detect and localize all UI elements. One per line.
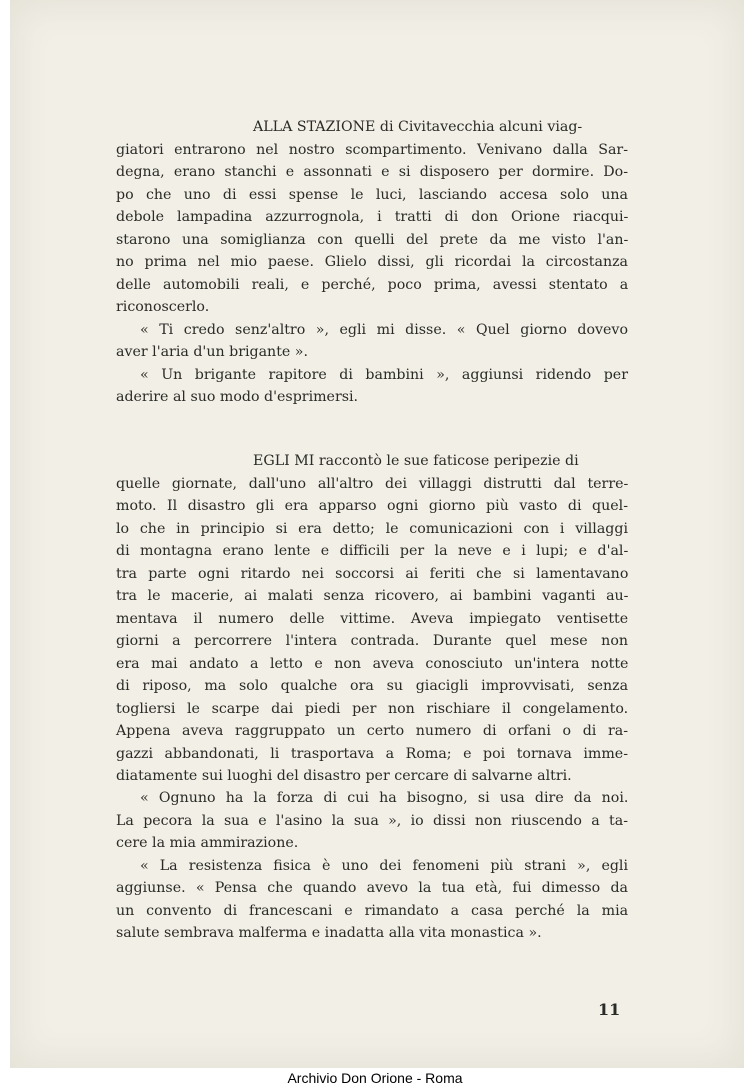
text-line: gazzi abbandonati, li trasportava a Roma; e poi tornava imme- [116, 745, 628, 762]
text-line: diatamente sui luoghi del disastro per cercare di salvarne altri. [116, 768, 572, 784]
text-line: starono una somiglianza con quelli del prete da me visto l'an- [116, 231, 629, 248]
text-line: ALLA STAZIONE di Civitavecchia alcuni viag- [253, 119, 583, 135]
text-line: moto. Il disastro gli era apparso ogni giorno più vasto di quel- [116, 498, 628, 514]
text-line: giorni a percorrere l'intera contrada. Durante quel mese non [116, 633, 628, 649]
text-line: era mai andato a letto e non aveva conosciuto un'intera notte [116, 655, 629, 672]
text-line: mentava il numero delle vittime. Aveva impiegato ventisette [116, 610, 629, 627]
text-line: EGLI MI raccontò le sue faticose peripezie di [253, 453, 579, 469]
scanned-page [10, 0, 744, 1068]
text-line: di riposo, ma solo qualche ora su giacigli improvvisati, senza [116, 678, 629, 694]
page-number: 11 [598, 1000, 621, 1019]
text-line: delle automobili reali, e perché, poco prima, avessi stentato a [116, 276, 629, 293]
text-line: « Ti credo senz'altro », egli mi disse. « Quel giorno dovevo [140, 321, 628, 338]
text-line: no prima nel mio paese. Glielo dissi, gli ricordai la circostanza [116, 254, 629, 270]
section-stazione [116, 116, 628, 409]
text-line: « Ognuno ha la forza di cui ha bisogno, si usa dire da noi. [140, 790, 629, 806]
text-line: quelle giornate, dall'uno all'altro dei villaggi distrutti dal terre- [116, 475, 629, 492]
text-line: un convento di francescani e rimandato a casa perché la mia [116, 902, 629, 919]
text-line: riconoscerlo. [116, 299, 210, 315]
text-line: « La resistenza fisica è uno dei fenomeni più strani », egli [140, 857, 628, 874]
text-line: po che uno di essi spense le luci, lasciando accesa solo una [116, 186, 628, 203]
section-egli-mi [116, 450, 628, 788]
text-line: aver l'aria d'un brigante ». [116, 344, 308, 360]
text-line: lo che in principio si era detto; le comunicazioni con i villaggi [116, 520, 628, 537]
text-line: aderire al suo modo d'esprimersi. [116, 389, 359, 405]
archive-footer: Archivio Don Orione - Roma [287, 1070, 463, 1086]
text-line: degna, erano stanchi e assonnati e si disposero per dormire. Do- [116, 164, 629, 180]
text-line: « Un brigante rapitore di bambini », aggiunsi ridendo per [140, 366, 628, 383]
text-line: giatori entrarono nel nostro scompartimento. Venivano dalla Sar- [116, 141, 629, 158]
text-line: cere la mia ammirazione. [116, 835, 299, 851]
text-line: tra parte ogni ritardo nei soccorsi ai feriti che si lamentavano [116, 565, 629, 582]
text-line: tra le macerie, ai malati senza ricovero, ai bambini vaganti au- [116, 588, 629, 604]
text-line: La pecora la sua e l'asino la sua », io dissi non riuscendo a ta- [116, 812, 628, 829]
text-line: debole lampadina azzurrognola, i tratti di don Orione riacqui- [116, 209, 629, 225]
text-line: togliersi le scarpe dai piedi per non rischiare il congelamento. [116, 700, 629, 717]
text-line: Appena aveva raggruppato un certo numero di orfani o di ra- [116, 723, 628, 739]
text-line: aggiunse. « Pensa che quando avevo la tua età, fui dimesso da [116, 880, 628, 896]
text-line: di montagna erano lente e difficili per la neve e i lupi; e d'al- [116, 543, 629, 559]
text-line: salute sembrava malferma e inadatta alla vita monastica ». [116, 925, 542, 941]
section-dialogue [116, 787, 628, 945]
